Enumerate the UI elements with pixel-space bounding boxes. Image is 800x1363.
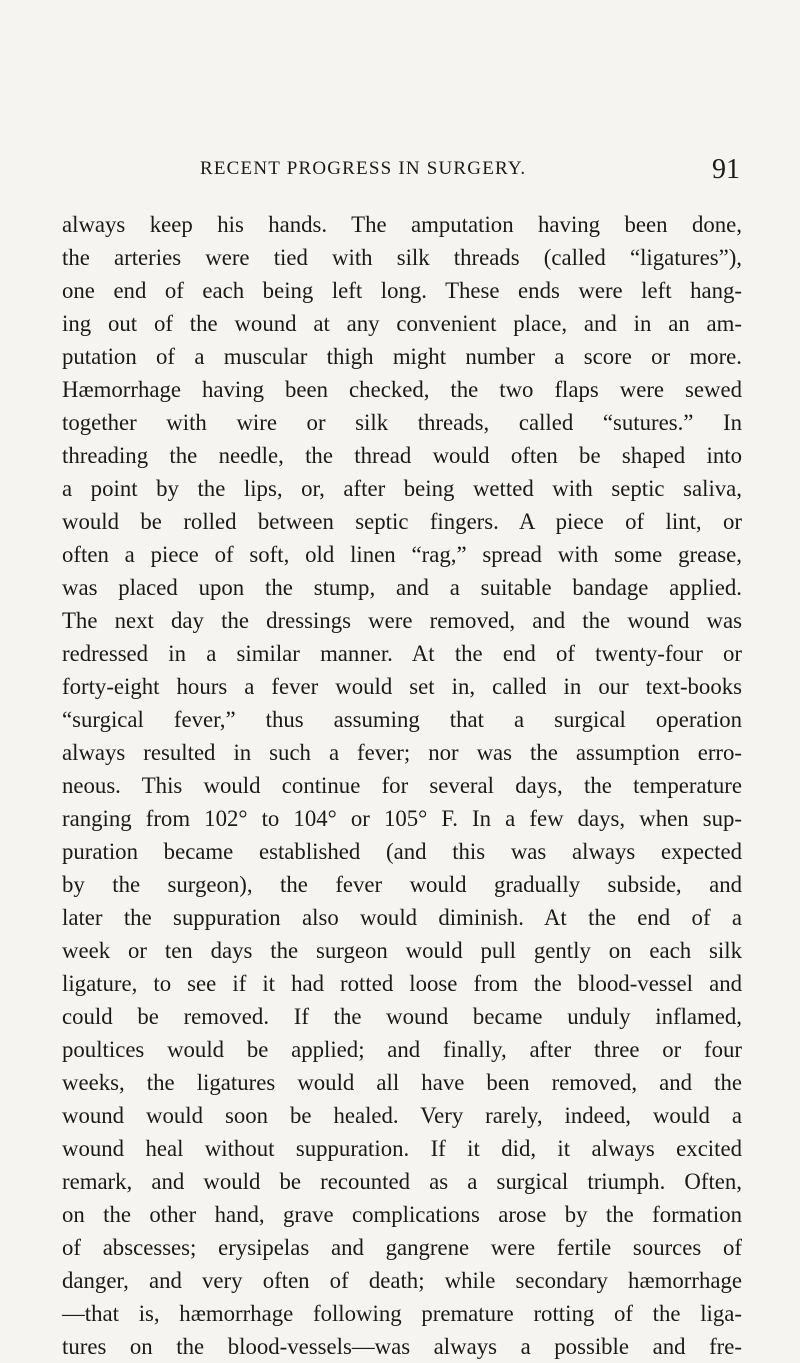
text-line: together with wire or silk threads, called “sutures.” In (62, 410, 742, 435)
text-line: a point by the lips, or, after being wetted with septic saliva, (62, 476, 742, 501)
text-line: weeks, the ligatures would all have been removed, and the (62, 1070, 742, 1095)
text-line: remark, and would be recounted as a surgical triumph. Often, (62, 1169, 742, 1194)
text-line: of abscesses; erysipelas and gangrene were fertile sources of (62, 1235, 742, 1260)
text-line: puration became established (and this was always expected (62, 839, 742, 864)
text-line: wound heal without suppuration. If it did, it always excited (62, 1136, 742, 1161)
text-line: ing out of the wound at any convenient place, and in an am- (62, 311, 742, 336)
body-text (62, 208, 742, 1363)
running-title: RECENT PROGRESS IN SURGERY. (200, 158, 527, 179)
text-line: tures on the blood-vessels—was always a possible and fre- (62, 1334, 742, 1359)
text-line: always resulted in such a fever; nor was the assumption erro- (62, 740, 742, 765)
text-line: —that is, hæmorrhage following premature rotting of the liga- (62, 1301, 742, 1326)
running-header (200, 154, 740, 190)
text-line: danger, and very often of death; while secondary hæmorrhage (62, 1268, 742, 1293)
text-line: neous. This would continue for several days, the temperature (62, 773, 742, 798)
text-line: later the suppuration also would diminish. At the end of a (62, 905, 742, 930)
text-line: ligature, to see if it had rotted loose from the blood-vessel and (62, 971, 742, 996)
text-line: forty-eight hours a fever would set in, called in our text-books (62, 674, 742, 699)
text-line: week or ten days the surgeon would pull gently on each silk (62, 938, 742, 963)
text-line: wound would soon be healed. Very rarely, indeed, would a (62, 1103, 742, 1128)
text-line: The next day the dressings were removed, and the wound was (62, 608, 742, 633)
text-line: “surgical fever,” thus assuming that a surgical operation (62, 707, 742, 732)
text-line: redressed in a similar manner. At the end of twenty-four or (62, 641, 742, 666)
text-line: on the other hand, grave complications arose by the formation (62, 1202, 742, 1227)
text-line: often a piece of soft, old linen “rag,” spread with some grease, (62, 542, 742, 567)
page-number: 91 (712, 154, 740, 185)
text-line: threading the needle, the thread would often be shaped into (62, 443, 742, 468)
text-line: one end of each being left long. These ends were left hang- (62, 278, 742, 303)
text-line: poultices would be applied; and finally, after three or four (62, 1037, 742, 1062)
text-line: by the surgeon), the fever would gradually subside, and (62, 872, 742, 897)
text-line: the arteries were tied with silk threads (called “ligatures”), (62, 245, 742, 270)
text-line: would be rolled between septic fingers. A piece of lint, or (62, 509, 742, 534)
text-line: was placed upon the stump, and a suitable bandage applied. (62, 575, 742, 600)
text-line: Hæmorrhage having been checked, the two flaps were sewed (62, 377, 742, 402)
text-line: always keep his hands. The amputation having been done, (62, 212, 742, 237)
text-line: could be removed. If the wound became unduly inflamed, (62, 1004, 742, 1029)
text-line: ranging from 102° to 104° or 105° F. In a few days, when sup- (62, 806, 742, 831)
text-line: putation of a muscular thigh might number a score or more. (62, 344, 742, 369)
